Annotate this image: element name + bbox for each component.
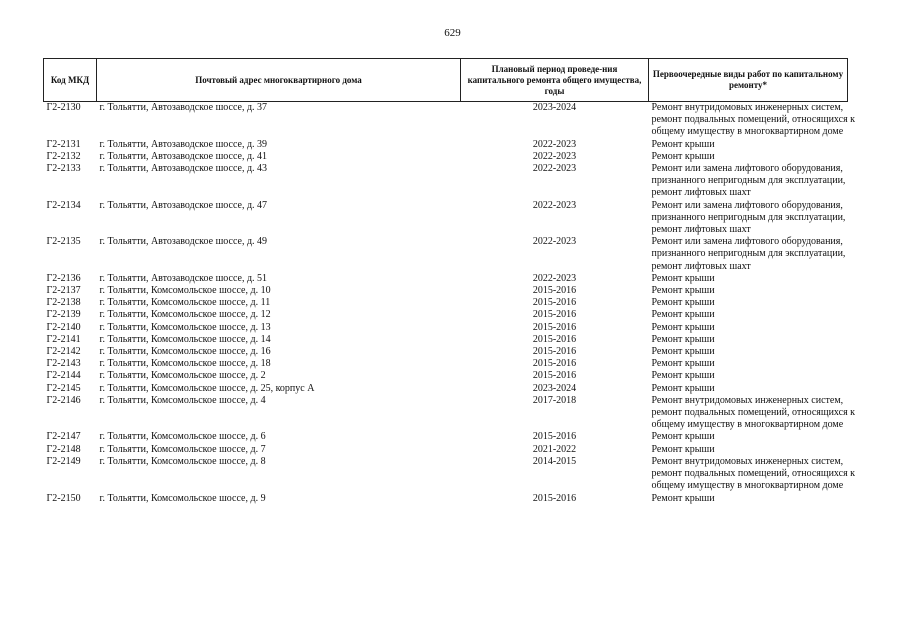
cell-address: г. Тольятти, Комсомольское шоссе, д. 7 (99, 443, 266, 455)
works-line: ремонт подвальных помещений, относящихся к (651, 468, 856, 480)
cell-address: г. Тольятти, Комсомольское шоссе, д. 11 (99, 297, 271, 309)
cell-address: г. Тольятти, Комсомольское шоссе, д. 6 (99, 431, 266, 443)
header-code: Код МКД (44, 59, 97, 102)
cell-works (649, 309, 848, 321)
cell-period: 2015-2016 (532, 358, 577, 370)
cell-address: г. Тольятти, Комсомольское шоссе, д. 9 (99, 492, 266, 504)
cell-code: Г2-2130 (46, 102, 81, 113)
works-line: ремонт подвальных помещений, относящихся к (651, 114, 856, 126)
table-row (44, 285, 848, 297)
cell-works (649, 370, 848, 382)
header-period: Плановый период проведе-ния капитального ремонта общего имущества, годы (461, 59, 649, 102)
cell-code: Г2-2140 (46, 321, 81, 333)
cell-works (649, 297, 848, 309)
cell-address: г. Тольятти, Комсомольское шоссе, д. 4 (99, 394, 266, 406)
works-line: Ремонт крыши (651, 285, 715, 297)
cell-period: 2014-2015 (532, 455, 577, 467)
cell-works (649, 322, 848, 334)
cell-address: г. Тольятти, Комсомольское шоссе, д. 12 (99, 309, 271, 321)
cell-address: г. Тольятти, Автозаводское шоссе, д. 47 (99, 199, 268, 211)
table-row (44, 236, 848, 273)
cell-period: 2015-2016 (532, 492, 577, 504)
cell-address: г. Тольятти, Автозаводское шоссе, д. 37 (99, 102, 268, 113)
cell-period: 2015-2016 (532, 333, 577, 345)
cell-works (649, 102, 856, 139)
works-line: Ремонт крыши (651, 358, 715, 370)
table-row (44, 102, 848, 139)
cell-period: 2022-2023 (532, 272, 577, 284)
cell-period: 2022-2023 (532, 163, 577, 175)
cell-code: Г2-2138 (46, 297, 81, 309)
cell-works (649, 334, 848, 346)
cell-code: Г2-2148 (46, 443, 81, 455)
cell-period: 2022-2023 (532, 236, 577, 248)
cell-works (649, 163, 848, 200)
table-row (44, 322, 848, 334)
cell-code: Г2-2146 (46, 394, 81, 406)
header-address: Почтовый адрес многоквартирного дома (97, 59, 461, 102)
cell-code: Г2-2144 (46, 370, 81, 382)
works-line: Ремонт крыши (651, 443, 715, 455)
cell-code: Г2-2145 (46, 382, 81, 394)
works-line: ремонт лифтовых шахт (651, 224, 751, 236)
works-line: Ремонт крыши (651, 138, 715, 150)
cell-code: Г2-2149 (46, 455, 81, 467)
works-line: Ремонт крыши (651, 150, 715, 162)
table-row (44, 456, 848, 493)
works-line: Ремонт крыши (651, 272, 715, 284)
table-header-row (44, 59, 848, 102)
works-line: ремонт подвальных помещений, относящихся к (651, 407, 856, 419)
page-number: 629 (444, 27, 461, 39)
cell-code: Г2-2136 (46, 272, 81, 284)
cell-period: 2015-2016 (532, 285, 577, 297)
cell-period: 2015-2016 (532, 321, 577, 333)
cell-works (649, 200, 848, 237)
table-row (44, 370, 848, 382)
works-line: общему имуществу в многоквартирном доме (651, 419, 844, 431)
cell-address: г. Тольятти, Автозаводское шоссе, д. 43 (99, 163, 268, 175)
table-row (44, 346, 848, 358)
cell-address: г. Тольятти, Комсомольское шоссе, д. 2 (99, 370, 266, 382)
cell-address: г. Тольятти, Комсомольское шоссе, д. 8 (99, 455, 266, 467)
cell-code: Г2-2141 (46, 333, 81, 345)
cell-code: Г2-2132 (46, 150, 81, 162)
works-line: Ремонт крыши (651, 333, 715, 345)
table-row (44, 200, 848, 237)
cell-works (649, 151, 848, 163)
cell-code: Г2-2131 (46, 138, 81, 150)
works-line: Ремонт крыши (651, 321, 715, 333)
works-line: Ремонт крыши (651, 370, 715, 382)
works-line: Ремонт или замена лифтового оборудования, (651, 236, 843, 248)
cell-code: Г2-2150 (46, 492, 81, 504)
cell-code: Г2-2143 (46, 358, 81, 370)
cell-works (649, 493, 848, 505)
cell-address: г. Тольятти, Комсомольское шоссе, д. 14 (99, 333, 271, 345)
cell-works (649, 444, 848, 456)
works-line: Ремонт внутридомовых инженерных систем, (651, 394, 844, 406)
table-row (44, 383, 848, 395)
cell-period: 2017-2018 (532, 394, 577, 406)
table-row (44, 163, 848, 200)
cell-works (649, 383, 848, 395)
works-line: Ремонт крыши (651, 382, 715, 394)
works-line: общему имуществу в многоквартирном доме (651, 126, 844, 138)
table-row (44, 493, 848, 505)
cell-period: 2015-2016 (532, 297, 577, 309)
table-row (44, 151, 848, 163)
works-line: Ремонт внутридомовых инженерных систем, (651, 102, 844, 113)
works-line: Ремонт крыши (651, 431, 715, 443)
cell-period: 2022-2023 (532, 199, 577, 211)
cell-period: 2015-2016 (532, 346, 577, 358)
cell-works (649, 431, 848, 443)
works-line: признанного непригодным для эксплуатации, (651, 211, 846, 223)
cell-works (649, 455, 856, 493)
cell-address: г. Тольятти, Комсомольское шоссе, д. 13 (99, 321, 271, 333)
works-line: Ремонт внутридомовых инженерных систем, (651, 455, 844, 467)
works-line: общему имуществу в многоквартирном доме (651, 480, 844, 492)
cell-works (649, 236, 848, 273)
cell-code: Г2-2139 (46, 309, 81, 321)
works-line: ремонт лифтовых шахт (651, 260, 751, 272)
cell-address: г. Тольятти, Автозаводское шоссе, д. 49 (99, 236, 268, 248)
cell-period: 2022-2023 (532, 150, 577, 162)
cell-works (649, 139, 848, 151)
cell-period: 2023-2024 (532, 102, 577, 113)
cell-address: г. Тольятти, Комсомольское шоссе, д. 16 (99, 346, 271, 358)
works-line: Ремонт крыши (651, 309, 715, 321)
cell-code: Г2-2137 (46, 285, 81, 297)
cell-address: г. Тольятти, Автозаводское шоссе, д. 41 (99, 150, 268, 162)
cell-period: 2015-2016 (532, 370, 577, 382)
cell-period: 2015-2016 (532, 309, 577, 321)
works-line: Ремонт крыши (651, 346, 715, 358)
table-row (44, 273, 848, 285)
cell-works (649, 358, 848, 370)
cell-period: 2023-2024 (532, 382, 577, 394)
works-line: ремонт лифтовых шахт (651, 187, 751, 199)
capital-repair-table (43, 58, 856, 505)
cell-period: 2022-2023 (532, 138, 577, 150)
cell-code: Г2-2135 (46, 236, 81, 248)
cell-code: Г2-2147 (46, 431, 81, 443)
cell-works (649, 346, 848, 358)
cell-code: Г2-2134 (46, 199, 81, 211)
table-row (44, 334, 848, 346)
header-works: Первоочередные виды работ по капитальному ремонту* (649, 59, 848, 102)
cell-address: г. Тольятти, Комсомольское шоссе, д. 18 (99, 358, 271, 370)
table-row (44, 444, 848, 456)
cell-address: г. Тольятти, Автозаводское шоссе, д. 39 (99, 138, 268, 150)
cell-address: г. Тольятти, Комсомольское шоссе, д. 10 (99, 285, 271, 297)
works-line: признанного непригодным для эксплуатации, (651, 175, 846, 187)
cell-address: г. Тольятти, Комсомольское шоссе, д. 25, корпус А (99, 382, 315, 394)
table-body (44, 102, 856, 505)
works-line: Ремонт крыши (651, 492, 715, 504)
cell-works (649, 394, 856, 432)
table-row (44, 431, 848, 443)
table-row (44, 297, 848, 309)
cell-code: Г2-2133 (46, 163, 81, 175)
table-row (44, 395, 848, 432)
cell-period: 2015-2016 (532, 431, 577, 443)
cell-address: г. Тольятти, Автозаводское шоссе, д. 51 (99, 272, 268, 284)
cell-code: Г2-2142 (46, 346, 81, 358)
works-line: Ремонт крыши (651, 297, 715, 309)
table-row (44, 309, 848, 321)
cell-period: 2021-2022 (532, 443, 577, 455)
cell-works (649, 273, 848, 285)
cell-works (649, 285, 848, 297)
works-line: Ремонт или замена лифтового оборудования, (651, 163, 843, 175)
table-row (44, 139, 848, 151)
works-line: признанного непригодным для эксплуатации, (651, 248, 846, 260)
table-row (44, 358, 848, 370)
works-line: Ремонт или замена лифтового оборудования, (651, 199, 843, 211)
